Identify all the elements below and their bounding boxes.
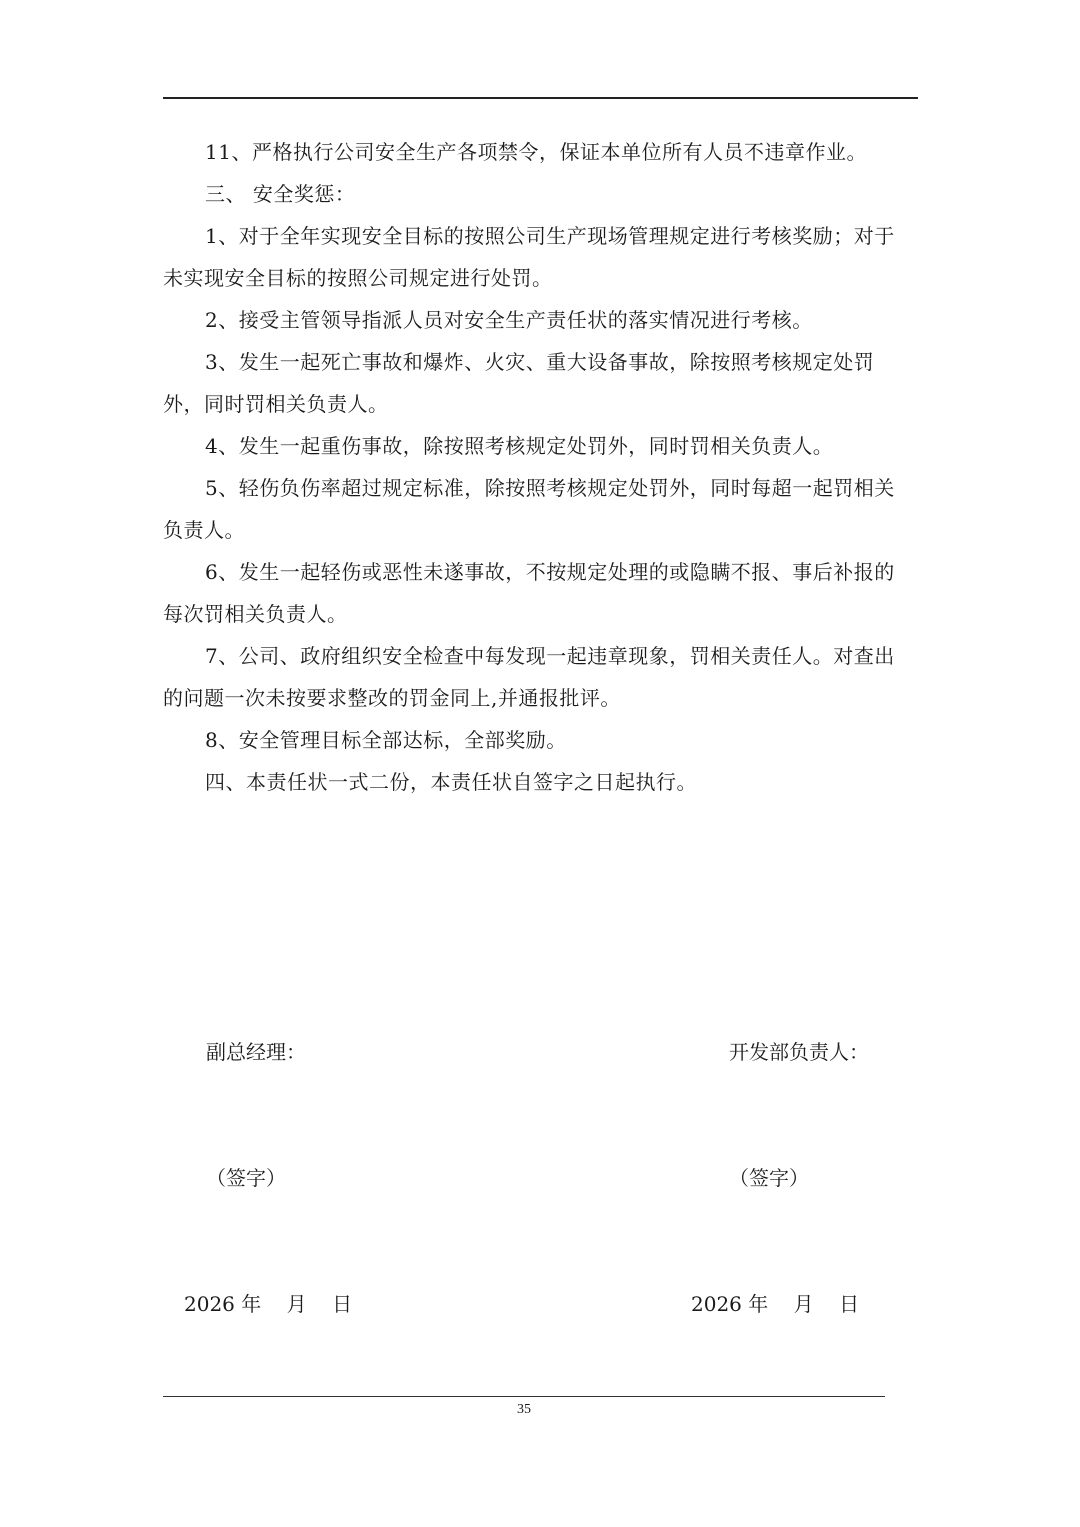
- signature-block-right: [691, 947, 869, 1367]
- signature-title-left: 副总经理：: [206, 1040, 306, 1064]
- paragraph-reward-4: 4、发生一起重伤事故，除按照考核规定处罚外，同时罚相关负责人。: [205, 434, 834, 458]
- paragraph-11: 11、严格执行公司安全生产各项禁令，保证本单位所有人员不违章作业。: [205, 140, 867, 164]
- signature-block-left: [184, 947, 353, 1367]
- paragraph-reward-7: 7、公司、政府组织安全检查中每发现一起违章现象，罚相关责任人。对查出的问题一次未按要求整改的罚金同上,并通报批评。: [163, 644, 895, 710]
- footer-rule: [163, 1396, 885, 1397]
- signature-sign-right: （签字）: [729, 1166, 809, 1190]
- signature-date-right: 2026 年 月 日: [691, 1292, 860, 1316]
- paragraph-reward-5: 5、轻伤负伤率超过规定标准，除按照考核规定处罚外，同时每超一起罚相关负责人。: [163, 476, 895, 542]
- paragraph-section-4: 四、本责任状一式二份，本责任状自签字之日起执行。: [205, 770, 697, 794]
- page-number: 35: [517, 1402, 531, 1417]
- paragraph-reward-3: 3、发生一起死亡事故和爆炸、火灾、重大设备事故，除按照考核规定处罚外，同时罚相关负责人。: [163, 350, 875, 416]
- document-body: [163, 131, 915, 803]
- paragraph-reward-6: 6、发生一起轻伤或恶性未遂事故，不按规定处理的或隐瞒不报、事后补报的每次罚相关负责人。: [163, 560, 895, 626]
- signature-sign-left: （签字）: [206, 1166, 286, 1190]
- signature-title-right: 开发部负责人：: [729, 1040, 869, 1064]
- signature-date-left: 2026 年 月 日: [184, 1292, 353, 1316]
- paragraph-reward-2: 2、接受主管领导指派人员对安全生产责任状的落实情况进行考核。: [205, 308, 813, 332]
- paragraph-reward-8: 8、安全管理目标全部达标，全部奖励。: [205, 728, 567, 752]
- header-rule: [163, 97, 918, 99]
- section-heading-rewards: 三、 安全奖惩：: [205, 182, 356, 206]
- paragraph-reward-1: 1、对于全年实现安全目标的按照公司生产现场管理规定进行考核奖励；对于未实现安全目标的按照公司规定进行处罚。: [163, 224, 895, 290]
